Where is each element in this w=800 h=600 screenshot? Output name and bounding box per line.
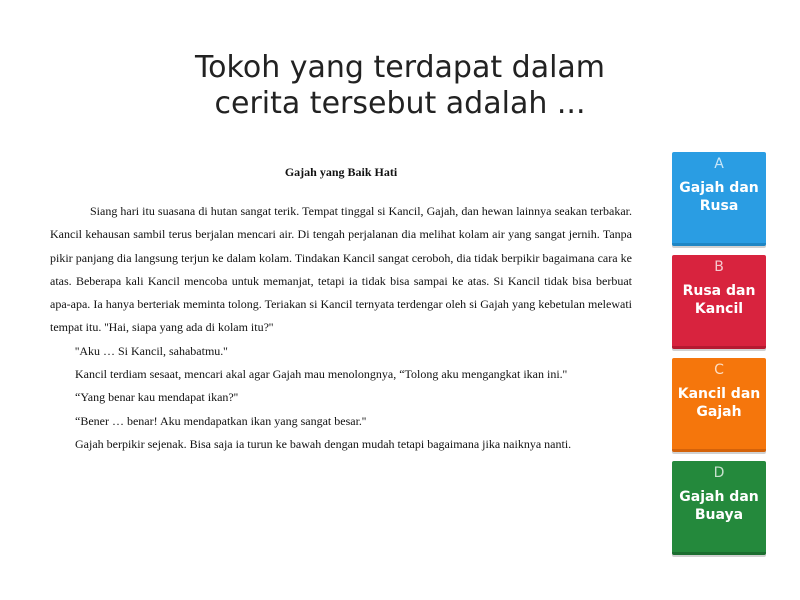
answer-letter: D — [713, 465, 725, 481]
passage-paragraph: “Yang benar kau mendapat ikan?'' — [75, 390, 239, 405]
answer-letter: B — [714, 259, 724, 275]
answer-label: Gajah dan Buaya — [679, 489, 759, 523]
answer-letter: A — [714, 156, 724, 172]
answer-letter: C — [714, 362, 724, 378]
answer-option-a[interactable] — [672, 152, 766, 246]
question-line-1: Tokoh yang terdapat dalam — [194, 50, 606, 85]
question-line-2: cerita tersebut adalah ... — [214, 86, 586, 121]
answer-label: Rusa dan Kancil — [682, 283, 756, 317]
answer-label: Kancil dan Gajah — [677, 386, 761, 420]
passage-title: Gajah yang Baik Hati — [284, 165, 398, 179]
answer-options — [672, 152, 766, 564]
passage-paragraph: Gajah berpikir sejenak. Bisa saja ia turun ke bawah dengan mudah tetapi bagaimana jika naiknya nanti. — [75, 436, 572, 451]
question-text — [110, 50, 690, 122]
passage-paragraph: Kancil terdiam sesaat, mencari akal agar Gajah mau menolongnya, “Tolong aku mengangkat ikan ini.'' — [75, 367, 567, 382]
passage-paragraph: Siang hari itu suasana di hutan sangat terik. Tempat tinggal si Kancil, Gajah, dan hewan lainnya seakan terbakar. Kancil kehausan sambil terus berjalan mencari air. Di tengah perjalanan dia melihat kolam air yang sangat jernih. Tanpa pikir panjang dia langsung terjun ke dalam kolam. Tindakan Kancil sangat ceroboh, dia tidak berpikir bagaimana cara ke atas. Beberapa kali Kancil mencoba untuk memanjat, tetapi ia tidak bisa sampai ke atas. Si Kancil tidak bisa berbuat apa-apa. Ia hanya berteriak meminta tolong. Teriakan si Kancil ternyata terdengar oleh si Gajah yang kebetulan melewati tempat itu. ''Hai, siapa yang ada di kolam itu?'' — [50, 204, 632, 335]
passage-paragraph: “Bener … benar! Aku mendapatkan ikan yang sangat besar.'' — [75, 413, 367, 428]
answer-option-c[interactable] — [672, 358, 766, 452]
passage-paragraph: ''Aku … Si Kancil, sahabatmu.'' — [75, 343, 228, 358]
answer-option-d[interactable] — [672, 461, 766, 555]
answer-label: Gajah dan Rusa — [679, 180, 759, 214]
answer-option-b[interactable] — [672, 255, 766, 349]
story-passage-image — [50, 155, 632, 545]
